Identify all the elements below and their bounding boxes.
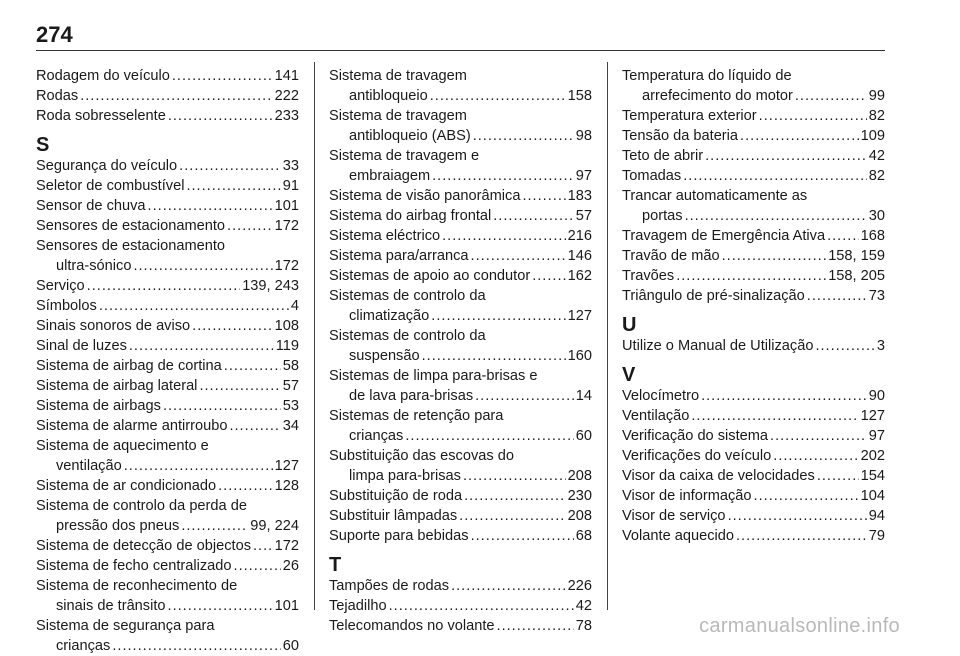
index-entry-pages: 91 — [282, 178, 299, 194]
leader-dots — [770, 426, 867, 446]
index-entry-term: Sinal de luzes — [36, 338, 127, 354]
index-entry — [329, 186, 592, 206]
leader-dots — [389, 596, 574, 616]
index-entry-term: Sistemas de controlo da — [329, 328, 486, 344]
index-entry-term: antibloqueio (ABS) — [349, 128, 471, 144]
page-number: 274 — [36, 22, 73, 47]
index-entry-term: Velocímetro — [622, 388, 700, 404]
leader-dots — [224, 356, 281, 376]
index-entry-term: de lava para-brisas — [349, 388, 474, 404]
index-entry — [622, 446, 885, 466]
index-entry-term: ventilação — [56, 458, 122, 474]
index-entry-pages: 42 — [868, 148, 885, 164]
leader-dots — [705, 146, 867, 166]
index-entry — [622, 386, 885, 406]
index-entry-term: Temperatura do líquido de — [622, 68, 792, 84]
leader-dots — [722, 246, 827, 266]
index-entry-pages: 108 — [274, 318, 299, 334]
index-entry-term: Sistemas de retenção para — [329, 408, 504, 424]
index-entry-pages: 58 — [282, 358, 299, 374]
index-entry-term: Sistema de reconhecimento de — [36, 578, 238, 594]
leader-dots — [459, 506, 565, 526]
index-entry — [329, 506, 592, 526]
index-entry-term: Sensor de chuva — [36, 198, 146, 214]
index-entry-pages: 101 — [274, 598, 299, 614]
index-entry — [36, 616, 299, 656]
index-entry-term: embraiagem — [349, 168, 431, 184]
index-entry-term: Seletor de combustível — [36, 178, 185, 194]
index-entry-term: Sistema de travagem — [329, 108, 467, 124]
index-entry-pages: 226 — [567, 578, 592, 594]
leader-dots — [199, 376, 280, 396]
index-entry-pages: 127 — [567, 308, 592, 324]
leader-dots — [163, 396, 281, 416]
index-entry — [622, 426, 885, 446]
index-entry-term: Visor de serviço — [622, 508, 726, 524]
index-entry — [36, 416, 299, 436]
index-entry-term: Verificação do sistema — [622, 428, 769, 444]
index-entry-term: Telecomandos no volante — [329, 618, 495, 634]
leader-dots — [451, 576, 566, 596]
index-entry — [36, 216, 299, 236]
index-entry — [36, 156, 299, 176]
index-entry — [622, 526, 885, 546]
index-entry-term: Sensores de estacionamento — [36, 218, 226, 234]
index-entry-term: Sistemas de apoio ao condutor — [329, 268, 531, 284]
index-entry-term: Sistema para/arranca — [329, 248, 469, 264]
index-entry — [329, 406, 592, 446]
index-entry-term: Ventilação — [622, 408, 690, 424]
leader-dots — [99, 296, 289, 316]
index-entry-term: pressão dos pneus — [56, 518, 180, 534]
index-entry — [36, 296, 299, 316]
index-entry-pages: 26 — [282, 558, 299, 574]
column-divider — [314, 62, 315, 610]
index-entry-term: Travão de mão — [622, 248, 720, 264]
index-letter-heading: V — [622, 364, 636, 386]
index-entry-term: Suporte para bebidas — [329, 528, 469, 544]
index-entry-term: sinais de trânsito — [56, 598, 166, 614]
index-entry-pages: 34 — [282, 418, 299, 434]
leader-dots — [168, 596, 273, 616]
index-entry-term: Travagem de Emergência Ativa — [622, 228, 826, 244]
index-entry-term: Tensão da bateria — [622, 128, 739, 144]
leader-dots — [124, 456, 273, 476]
index-entry-term: Sistema de travagem — [329, 68, 467, 84]
index-entry — [329, 616, 592, 636]
index-entry-pages: 30 — [868, 208, 885, 224]
index-entry-pages: 154 — [860, 468, 885, 484]
index-entry-term: Sensores de estacionamento — [36, 238, 226, 254]
leader-dots — [192, 316, 273, 336]
leader-dots — [817, 466, 859, 486]
leader-dots — [133, 256, 272, 276]
index-entry — [36, 106, 299, 126]
index-entry — [622, 186, 885, 226]
index-entry-pages: 146 — [567, 248, 592, 264]
index-entry — [622, 286, 885, 306]
index-entry-pages: 82 — [868, 108, 885, 124]
index-entry — [622, 336, 885, 356]
index-entry-pages: 82 — [868, 168, 885, 184]
leader-dots — [676, 266, 826, 286]
index-entry-term: Utilize o Manual de Utilização — [622, 338, 814, 354]
index-entry — [622, 246, 885, 266]
index-entry-term: Tampões de rodas — [329, 578, 450, 594]
leader-dots — [754, 486, 859, 506]
index-entry — [329, 526, 592, 546]
index-entry-pages: 127 — [860, 408, 885, 424]
index-entry — [329, 596, 592, 616]
index-entry-term: ultra-sónico — [56, 258, 132, 274]
leader-dots — [497, 616, 574, 636]
index-entry-pages: 3 — [876, 338, 885, 354]
index-entry — [622, 146, 885, 166]
index-entry-pages: 172 — [274, 258, 299, 274]
index-entry — [329, 486, 592, 506]
watermark: carmanualsonline.info — [699, 615, 900, 637]
index-entry-term: Sistema de airbag lateral — [36, 378, 198, 394]
leader-dots — [685, 206, 867, 226]
index-entry-pages: 79 — [868, 528, 885, 544]
index-entry-term: Verificações do veículo — [622, 448, 772, 464]
index-entry — [329, 326, 592, 366]
index-entry-pages: 73 — [868, 288, 885, 304]
index-entry-term: Sistema de fecho centralizado — [36, 558, 232, 574]
index-letter-heading: T — [329, 554, 342, 576]
index-entry-pages: 78 — [575, 618, 592, 634]
index-entry-pages: 158, 205 — [828, 268, 885, 284]
index-entry-pages: 141 — [274, 68, 299, 84]
index-entry-term: Volante aquecido — [622, 528, 734, 544]
index-entry-term: suspensão — [349, 348, 420, 364]
index-entry-term: Roda sobresselente — [36, 108, 166, 124]
index-entry-term: Trancar automaticamente as — [622, 188, 808, 204]
index-entry-pages: 104 — [860, 488, 885, 504]
header-rule — [36, 50, 885, 51]
index-entry-pages: 42 — [575, 598, 592, 614]
index-entry-pages: 109 — [860, 128, 885, 144]
index-entry — [36, 396, 299, 416]
index-entry-term: Rodagem do veículo — [36, 68, 170, 84]
index-column-3 — [622, 66, 885, 546]
index-entry-term: Sistemas de limpa para-brisas e — [329, 368, 538, 384]
leader-dots — [218, 476, 273, 496]
leader-dots — [807, 286, 867, 306]
index-entry-term: Teto de abrir — [622, 148, 704, 164]
index-entry-pages: 99, 224 — [250, 518, 299, 534]
index-entry — [329, 226, 592, 246]
leader-dots — [815, 336, 874, 356]
index-entry — [622, 466, 885, 486]
index-entry-pages: 14 — [575, 388, 592, 404]
index-entry-term: Triângulo de pré-sinalização — [622, 288, 805, 304]
index-entry — [36, 536, 299, 556]
index-entry-pages: 90 — [868, 388, 885, 404]
index-entry-term: Segurança do veículo — [36, 158, 178, 174]
index-entry-pages: 208 — [567, 468, 592, 484]
index-entry-pages: 183 — [567, 188, 592, 204]
leader-dots — [148, 196, 273, 216]
leader-dots — [827, 226, 859, 246]
index-entry-term: Substituir lâmpadas — [329, 508, 458, 524]
index-entry — [36, 476, 299, 496]
index-entry-pages: 97 — [868, 428, 885, 444]
leader-dots — [172, 66, 273, 86]
index-entry-term: Sistema eléctrico — [329, 228, 441, 244]
leader-dots — [532, 266, 565, 286]
leader-dots — [740, 126, 859, 146]
index-entry-pages: 208 — [567, 508, 592, 524]
leader-dots — [736, 526, 867, 546]
leader-dots — [471, 526, 574, 546]
index-entry-pages: 119 — [275, 338, 299, 354]
leader-dots — [87, 276, 241, 296]
index-entry-term: Símbolos — [36, 298, 97, 314]
index-entry-pages: 168 — [860, 228, 885, 244]
index-entry-term: Sistema do airbag frontal — [329, 208, 492, 224]
index-entry-term: portas — [642, 208, 683, 224]
leader-dots — [442, 226, 566, 246]
index-entry — [36, 196, 299, 216]
index-entry-pages: 127 — [274, 458, 299, 474]
index-entry-pages: 162 — [567, 268, 592, 284]
index-entry — [36, 316, 299, 336]
leader-dots — [473, 126, 574, 146]
leader-dots — [430, 86, 566, 106]
index-entry-term: climatização — [349, 308, 430, 324]
index-entry — [329, 576, 592, 596]
index-entry-pages: 99 — [868, 88, 885, 104]
index-entry-pages: 68 — [575, 528, 592, 544]
index-entry — [622, 126, 885, 146]
index-entry — [36, 356, 299, 376]
leader-dots — [431, 306, 565, 326]
index-entry-pages: 216 — [567, 228, 592, 244]
index-entry-pages: 33 — [282, 158, 299, 174]
leader-dots — [432, 166, 574, 186]
index-entry — [622, 266, 885, 286]
leader-dots — [795, 86, 867, 106]
index-entry-term: limpa para-brisas — [349, 468, 461, 484]
index-entry-pages: 172 — [274, 218, 299, 234]
leader-dots — [759, 106, 867, 126]
index-entry — [622, 506, 885, 526]
index-entry-pages: 172 — [274, 538, 299, 554]
index-entry-pages: 233 — [274, 108, 299, 124]
index-entry — [329, 106, 592, 146]
leader-dots — [181, 516, 248, 536]
index-entry-term: Sistema de travagem e — [329, 148, 480, 164]
index-entry — [36, 436, 299, 476]
index-entry — [329, 206, 592, 226]
index-entry-pages: 4 — [290, 298, 299, 314]
leader-dots — [253, 536, 273, 556]
index-entry-term: antibloqueio — [349, 88, 428, 104]
index-entry — [36, 236, 299, 276]
index-entry-term: Sistema de aquecimento e — [36, 438, 209, 454]
leader-dots — [179, 156, 281, 176]
leader-dots — [422, 346, 566, 366]
leader-dots — [227, 216, 273, 236]
index-entry-pages: 160 — [567, 348, 592, 364]
leader-dots — [701, 386, 867, 406]
index-entry-term: Sistema de airbags — [36, 398, 161, 414]
index-entry-term: Substituição das escovas do — [329, 448, 514, 464]
index-entry — [622, 486, 885, 506]
index-entry-pages: 97 — [575, 168, 592, 184]
index-entry — [622, 106, 885, 126]
leader-dots — [493, 206, 574, 226]
index-entry-pages: 128 — [274, 478, 299, 494]
index-entry-term: Sistema de alarme antirroubo — [36, 418, 228, 434]
index-entry-pages: 98 — [575, 128, 592, 144]
index-column-1 — [36, 66, 299, 656]
index-entry-pages: 139, 243 — [242, 278, 299, 294]
index-entry-term: crianças — [56, 638, 111, 654]
index-entry-term: Tomadas — [622, 168, 682, 184]
leader-dots — [522, 186, 565, 206]
leader-dots — [683, 166, 867, 186]
index-entry-term: Visor da caixa de velocidades — [622, 468, 815, 484]
leader-dots — [234, 556, 281, 576]
index-entry — [36, 376, 299, 396]
index-entry-pages: 53 — [282, 398, 299, 414]
index-entry-term: crianças — [349, 428, 404, 444]
leader-dots — [186, 176, 280, 196]
index-entry — [622, 166, 885, 186]
leader-dots — [728, 506, 867, 526]
leader-dots — [129, 336, 274, 356]
index-entry — [36, 86, 299, 106]
index-entry — [622, 66, 885, 106]
index-entry-pages: 158 — [567, 88, 592, 104]
index-entry-term: Temperatura exterior — [622, 108, 757, 124]
leader-dots — [112, 636, 280, 656]
index-entry-pages: 230 — [567, 488, 592, 504]
index-entry — [329, 66, 592, 106]
index-entry-term: Sistema de airbag de cortina — [36, 358, 222, 374]
leader-dots — [464, 486, 566, 506]
leader-dots — [475, 386, 574, 406]
index-entry-pages: 202 — [860, 448, 885, 464]
index-letter-heading: U — [622, 314, 637, 336]
index-entry — [329, 366, 592, 406]
index-entry-term: Substituição de roda — [329, 488, 463, 504]
index-entry — [36, 276, 299, 296]
index-entry-pages: 60 — [575, 428, 592, 444]
index-entry-term: Sinais sonoros de aviso — [36, 318, 191, 334]
index-entry — [36, 576, 299, 616]
index-column-2 — [329, 66, 592, 636]
leader-dots — [471, 246, 566, 266]
index-entry-term: Sistema de controlo da perda de — [36, 498, 247, 514]
index-entry-pages: 57 — [282, 378, 299, 394]
column-divider — [607, 62, 608, 610]
index-entry-term: Rodas — [36, 88, 79, 104]
index-entry-pages: 101 — [274, 198, 299, 214]
leader-dots — [405, 426, 573, 446]
index-entry-term: Tejadilho — [329, 598, 387, 614]
index-entry-term: Sistema de visão panorâmica — [329, 188, 521, 204]
index-entry — [329, 246, 592, 266]
leader-dots — [691, 406, 858, 426]
index-entry-term: arrefecimento do motor — [642, 88, 793, 104]
index-entry — [329, 266, 592, 286]
index-entry-term: Serviço — [36, 278, 85, 294]
index-entry-term: Visor de informação — [622, 488, 752, 504]
index-entry — [36, 176, 299, 196]
index-entry-pages: 222 — [274, 88, 299, 104]
index-entry-pages: 57 — [575, 208, 592, 224]
index-entry-term: Sistemas de controlo da — [329, 288, 486, 304]
leader-dots — [80, 86, 272, 106]
index-entry-term: Sistema de detecção de objectos — [36, 538, 251, 554]
index-entry — [36, 66, 299, 86]
index-entry-term: Sistema de ar condicionado — [36, 478, 217, 494]
leader-dots — [463, 466, 566, 486]
index-entry-pages: 60 — [282, 638, 299, 654]
index-entry — [329, 446, 592, 486]
index-entry-term: Travões — [622, 268, 675, 284]
index-entry — [329, 286, 592, 326]
leader-dots — [773, 446, 858, 466]
index-entry — [36, 556, 299, 576]
index-entry-pages: 158, 159 — [828, 248, 885, 264]
index-entry — [329, 146, 592, 186]
index-entry — [622, 406, 885, 426]
index-entry-term: Sistema de segurança para — [36, 618, 215, 634]
index-entry-pages: 94 — [868, 508, 885, 524]
index-entry — [36, 496, 299, 536]
index-letter-heading: S — [36, 134, 50, 156]
leader-dots — [229, 416, 280, 436]
index-entry — [36, 336, 299, 356]
index-entry — [622, 226, 885, 246]
leader-dots — [168, 106, 273, 126]
